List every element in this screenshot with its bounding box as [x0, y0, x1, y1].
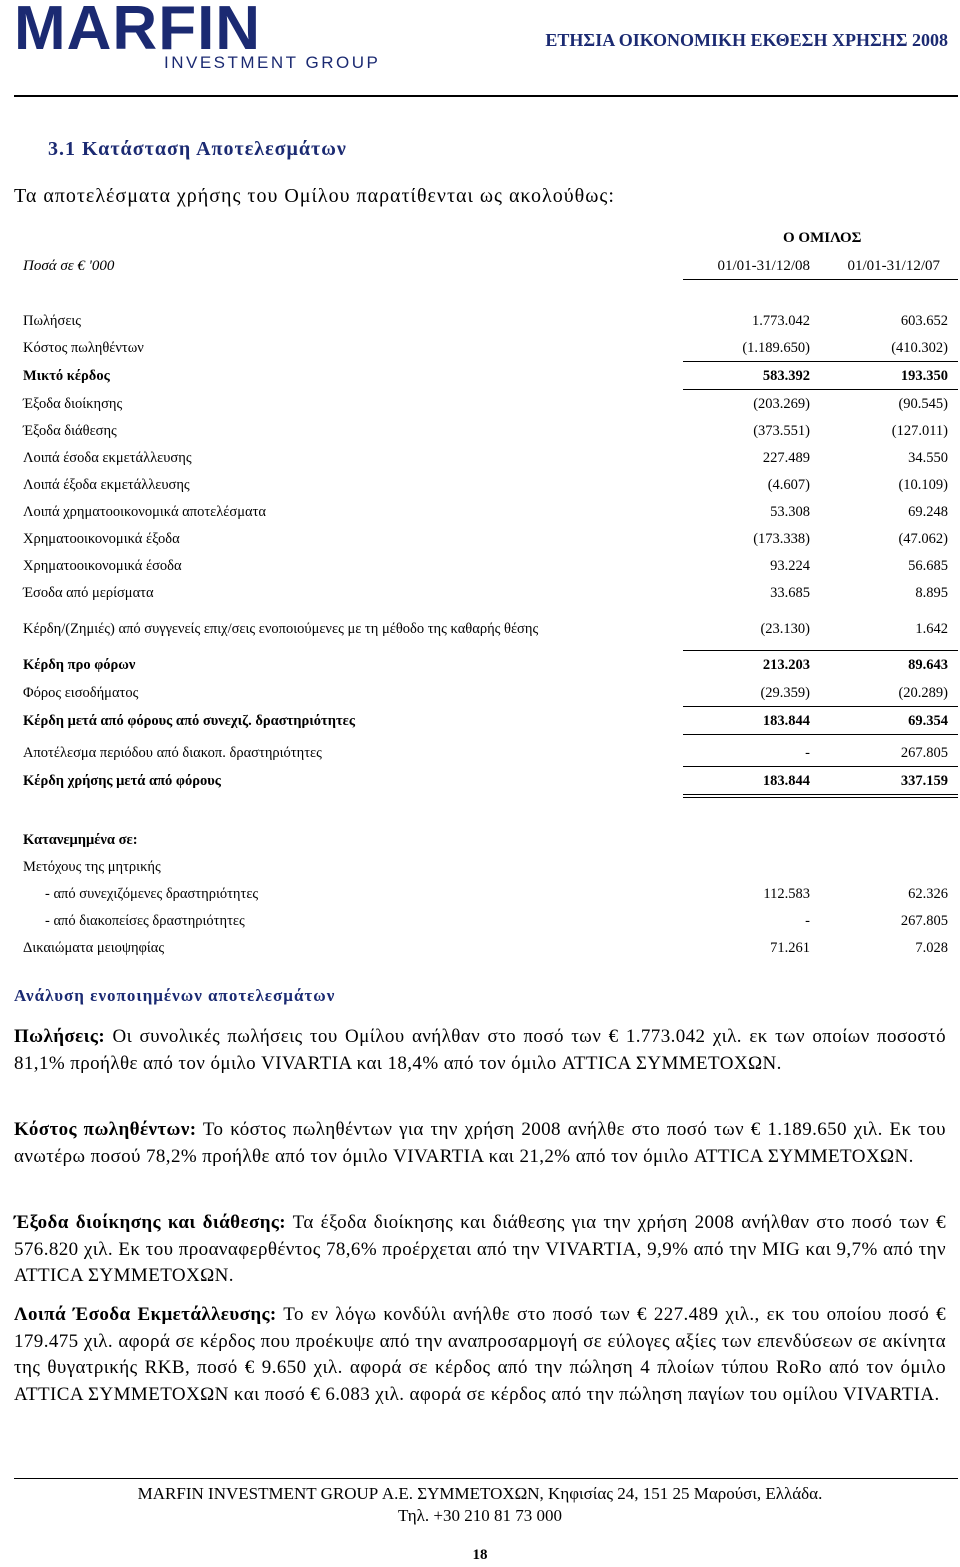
row-value-2008: 583.392	[762, 368, 810, 384]
row-value-2008: 227.489	[762, 450, 810, 466]
row-value-2007: 69.248	[908, 504, 948, 520]
row-value-2007: 267.805	[900, 913, 948, 929]
section-intro: Τα αποτελέσματα χρήσης του Ομίλου παρατίθενται ως ακολούθως:	[14, 185, 615, 207]
subtotal-rule	[683, 389, 958, 390]
row-value-2007: (20.289)	[898, 685, 948, 701]
table-row	[23, 913, 948, 933]
row-value-2007: 337.159	[900, 773, 948, 789]
paragraph-text: Το κόστος πωληθέντων για την χρήση 2008 ανήλθε στο ποσό των € 1.189.650 χιλ. Εκ του ανωτέρω ποσού 78,2% προήλθε από τον όμιλο VIVARTIA και 21,2% από τον όμιλο ATTICA ΣΥΜΜΕΤΟΧΩΝ.	[14, 1119, 946, 1167]
subtotal-rule	[683, 361, 958, 362]
column-header-divider	[683, 279, 958, 280]
total-double-rule-top	[683, 794, 958, 795]
analysis-paragraph	[14, 1302, 946, 1408]
row-value-2007: (127.011)	[891, 423, 948, 439]
row-label: - από συνεχιζόμενες δραστηριότητες	[45, 886, 259, 902]
row-value-2008: 53.308	[770, 504, 810, 520]
analysis-paragraph	[14, 1210, 946, 1290]
row-value-2008: -	[805, 745, 810, 761]
row-value-2008: 1.773.042	[752, 313, 810, 329]
paragraph-lead: Πωλήσεις:	[14, 1026, 106, 1047]
table-row	[23, 745, 948, 765]
header-divider	[14, 95, 958, 97]
row-label: Κέρδη/(Ζημιές) από συγγενείς επιχ/σεις ενοποιούμενες με τη μέθοδο της καθαρής θέσης	[23, 621, 539, 637]
subtotal-rule	[683, 706, 958, 707]
footer-phone: Τηλ. +30 210 81 73 000	[398, 1506, 562, 1525]
table-row	[23, 340, 948, 360]
table-row	[23, 773, 948, 793]
subtotal-rule	[683, 650, 958, 651]
row-label: Φόρος εισοδήματος	[23, 685, 139, 701]
row-value-2008: 183.844	[762, 713, 810, 729]
table-row	[23, 585, 948, 605]
row-value-2008: -	[805, 913, 810, 929]
subtotal-rule	[683, 734, 958, 735]
row-label: Κόστος πωληθέντων	[23, 340, 144, 356]
row-label: Λοιπά έσοδα εκμετάλλευσης	[23, 450, 192, 466]
paragraph-lead: Έξοδα διοίκησης και διάθεσης:	[14, 1212, 287, 1233]
row-value-2007: (90.545)	[898, 396, 948, 412]
footer-address: MARFIN INVESTMENT GROUP Α.Ε. ΣΥΜΜΕΤΟΧΩΝ, Κηφισίας 24, 151 25 Μαρούσι, Ελλάδα.	[137, 1484, 823, 1503]
company-logo-subtitle: INVESTMENT GROUP	[164, 53, 381, 72]
row-value-2007: 8.895	[915, 585, 948, 601]
analysis-title: Ανάλυση ενοποιημένων αποτελεσμάτων	[14, 986, 336, 1005]
table-row	[23, 368, 948, 388]
row-value-2008: (173.338)	[753, 531, 810, 547]
analysis-paragraph	[14, 1117, 946, 1170]
paragraph-text: Οι συνολικές πωλήσεις του Ομίλου ανήλθαν στο ποσό των € 1.773.042 χιλ. εκ των οποίων ποσοστό 81,1% προήλθε από τον όμιλο VIVARTIA και 18,4% από τον όμιλο ATTICA ΣΥΜΜΕΤΟΧΩΝ.	[14, 1026, 946, 1074]
row-value-2008: 112.583	[763, 886, 810, 902]
row-value-2008: (23.130)	[760, 621, 810, 637]
column-header-2008: 01/01-31/12/08	[717, 258, 810, 274]
row-label: Έσοδα από μερίσματα	[23, 585, 154, 601]
row-value-2008: 71.261	[770, 940, 810, 956]
row-value-2007: 89.643	[908, 657, 948, 673]
row-value-2008: 93.224	[770, 558, 810, 574]
table-row	[23, 396, 948, 416]
row-label: Πωλήσεις	[23, 313, 82, 329]
table-row	[23, 940, 948, 960]
table-row	[23, 713, 948, 733]
table-row	[23, 558, 948, 578]
row-value-2008: (4.607)	[767, 477, 810, 493]
analysis-paragraph	[14, 1024, 946, 1077]
section-title: 3.1 Κατάσταση Αποτελεσμάτων	[48, 138, 347, 160]
table-row	[23, 621, 948, 641]
table-row	[23, 477, 948, 497]
table-row	[23, 313, 948, 333]
page-header	[0, 0, 960, 96]
table-row	[23, 504, 948, 524]
table-row	[23, 886, 948, 906]
row-label: Κέρδη μετά από φόρους από συνεχιζ. δραστηριότητες	[23, 713, 355, 729]
row-value-2007: 267.805	[900, 745, 948, 761]
row-value-2007: 69.354	[908, 713, 948, 729]
table-row	[23, 450, 948, 470]
row-value-2008: 33.685	[770, 585, 810, 601]
page-number: 18	[472, 1547, 488, 1563]
currency-note: Ποσά σε € '000	[23, 258, 115, 274]
row-label: Λοιπά χρηματοοικονομικά αποτελέσματα	[23, 504, 266, 520]
row-value-2007: 62.326	[908, 886, 948, 902]
row-value-2008: (1.189.650)	[742, 340, 810, 356]
paragraph-lead: Κόστος πωληθέντων:	[14, 1119, 197, 1140]
row-label: Κέρδη χρήσης μετά από φόρους	[23, 773, 221, 789]
report-title: ΕΤΗΣΙΑ ΟΙΚΟΝΟΜΙΚΗ ΕΚΘΕΣΗ ΧΡΗΣΗΣ 2008	[545, 30, 948, 50]
row-label: Χρηματοοικονομικά έξοδα	[23, 531, 180, 547]
table-row	[23, 423, 948, 443]
row-value-2007: 34.550	[908, 450, 948, 466]
row-label: Κέρδη προ φόρων	[23, 657, 136, 673]
footer-divider	[14, 1478, 958, 1479]
row-label: Δικαιώματα μειοψηφίας	[23, 940, 165, 956]
paragraph-text: Τα έξοδα διοίκησης και διάθεσης για την χρήση 2008 ανήλθαν στο ποσό των € 576.820 χιλ. Εκ του προαναφερθέντος 78,6% προέρχεται από την VIVARTIA, 9,9% από την MIG και 9,7% από την ATTICA ΣΥΜΜΕΤΟΧΩΝ.	[14, 1212, 946, 1286]
row-value-2008: 183.844	[762, 773, 810, 789]
row-label: Μικτό κέρδος	[23, 368, 110, 384]
row-value-2008: (373.551)	[753, 423, 810, 439]
row-label: Χρηματοοικονομικά έσοδα	[23, 558, 182, 574]
row-value-2007: 56.685	[908, 558, 948, 574]
row-value-2007: (410.302)	[891, 340, 948, 356]
row-value-2007: 7.028	[915, 940, 948, 956]
row-value-2007: 193.350	[900, 368, 948, 384]
row-value-2008: (29.359)	[760, 685, 810, 701]
subtotal-rule	[683, 766, 958, 767]
table-row	[23, 657, 948, 677]
paragraph-lead: Λοιπά Έσοδα Εκμετάλλευσης:	[14, 1304, 277, 1325]
row-value-2007: (10.109)	[898, 477, 948, 493]
table-group-header: Ο ΟΜΙΛΟΣ	[783, 230, 862, 246]
row-label: Αποτέλεσμα περιόδου από διακοπ. δραστηριότητες	[23, 745, 322, 761]
allocated-header: Κατανεμημένα σε:	[23, 832, 138, 848]
row-value-2008: 213.203	[762, 657, 810, 673]
row-value-2007: 603.652	[900, 313, 948, 329]
table-row	[23, 685, 948, 705]
column-header-2007: 01/01-31/12/07	[847, 258, 940, 274]
row-label: Έξοδα διάθεσης	[23, 423, 117, 439]
row-value-2008: (203.269)	[753, 396, 810, 412]
total-double-rule-bottom	[683, 797, 958, 798]
row-label: Λοιπά έξοδα εκμετάλλευσης	[23, 477, 190, 493]
row-value-2007: 1.642	[915, 621, 948, 637]
owners-label: Μετόχους της μητρικής	[23, 859, 161, 875]
row-label: - από διακοπείσες δραστηριότητες	[45, 913, 245, 929]
row-label: Έξοδα διοίκησης	[23, 396, 123, 412]
row-value-2007: (47.062)	[898, 531, 948, 547]
table-row	[23, 531, 948, 551]
company-logo: MARFIN	[14, 0, 262, 63]
paragraph-text: Το εν λόγω κονδύλι ανήλθε στο ποσό των € 227.489 χιλ., εκ του οποίου ποσό € 179.475 χιλ. αφορά σε κέρδος που προέκυψε από την αναπροσαρμογή σε εύλογες αξίες των επενδύσεων σε ακίνητα της θυγατρικής RKB, ποσό € 9.650 χιλ. αφορά σε κέρδος από την πώληση 4 πλοίων τύπου RoRo από τον όμιλο ATTICA ΣΥΜΜΕΤΟΧΩΝ και ποσό € 6.083 χιλ. αφορά σε κέρδος από την πώληση παγίων του ομίλου VIVARTIA.	[14, 1304, 946, 1405]
